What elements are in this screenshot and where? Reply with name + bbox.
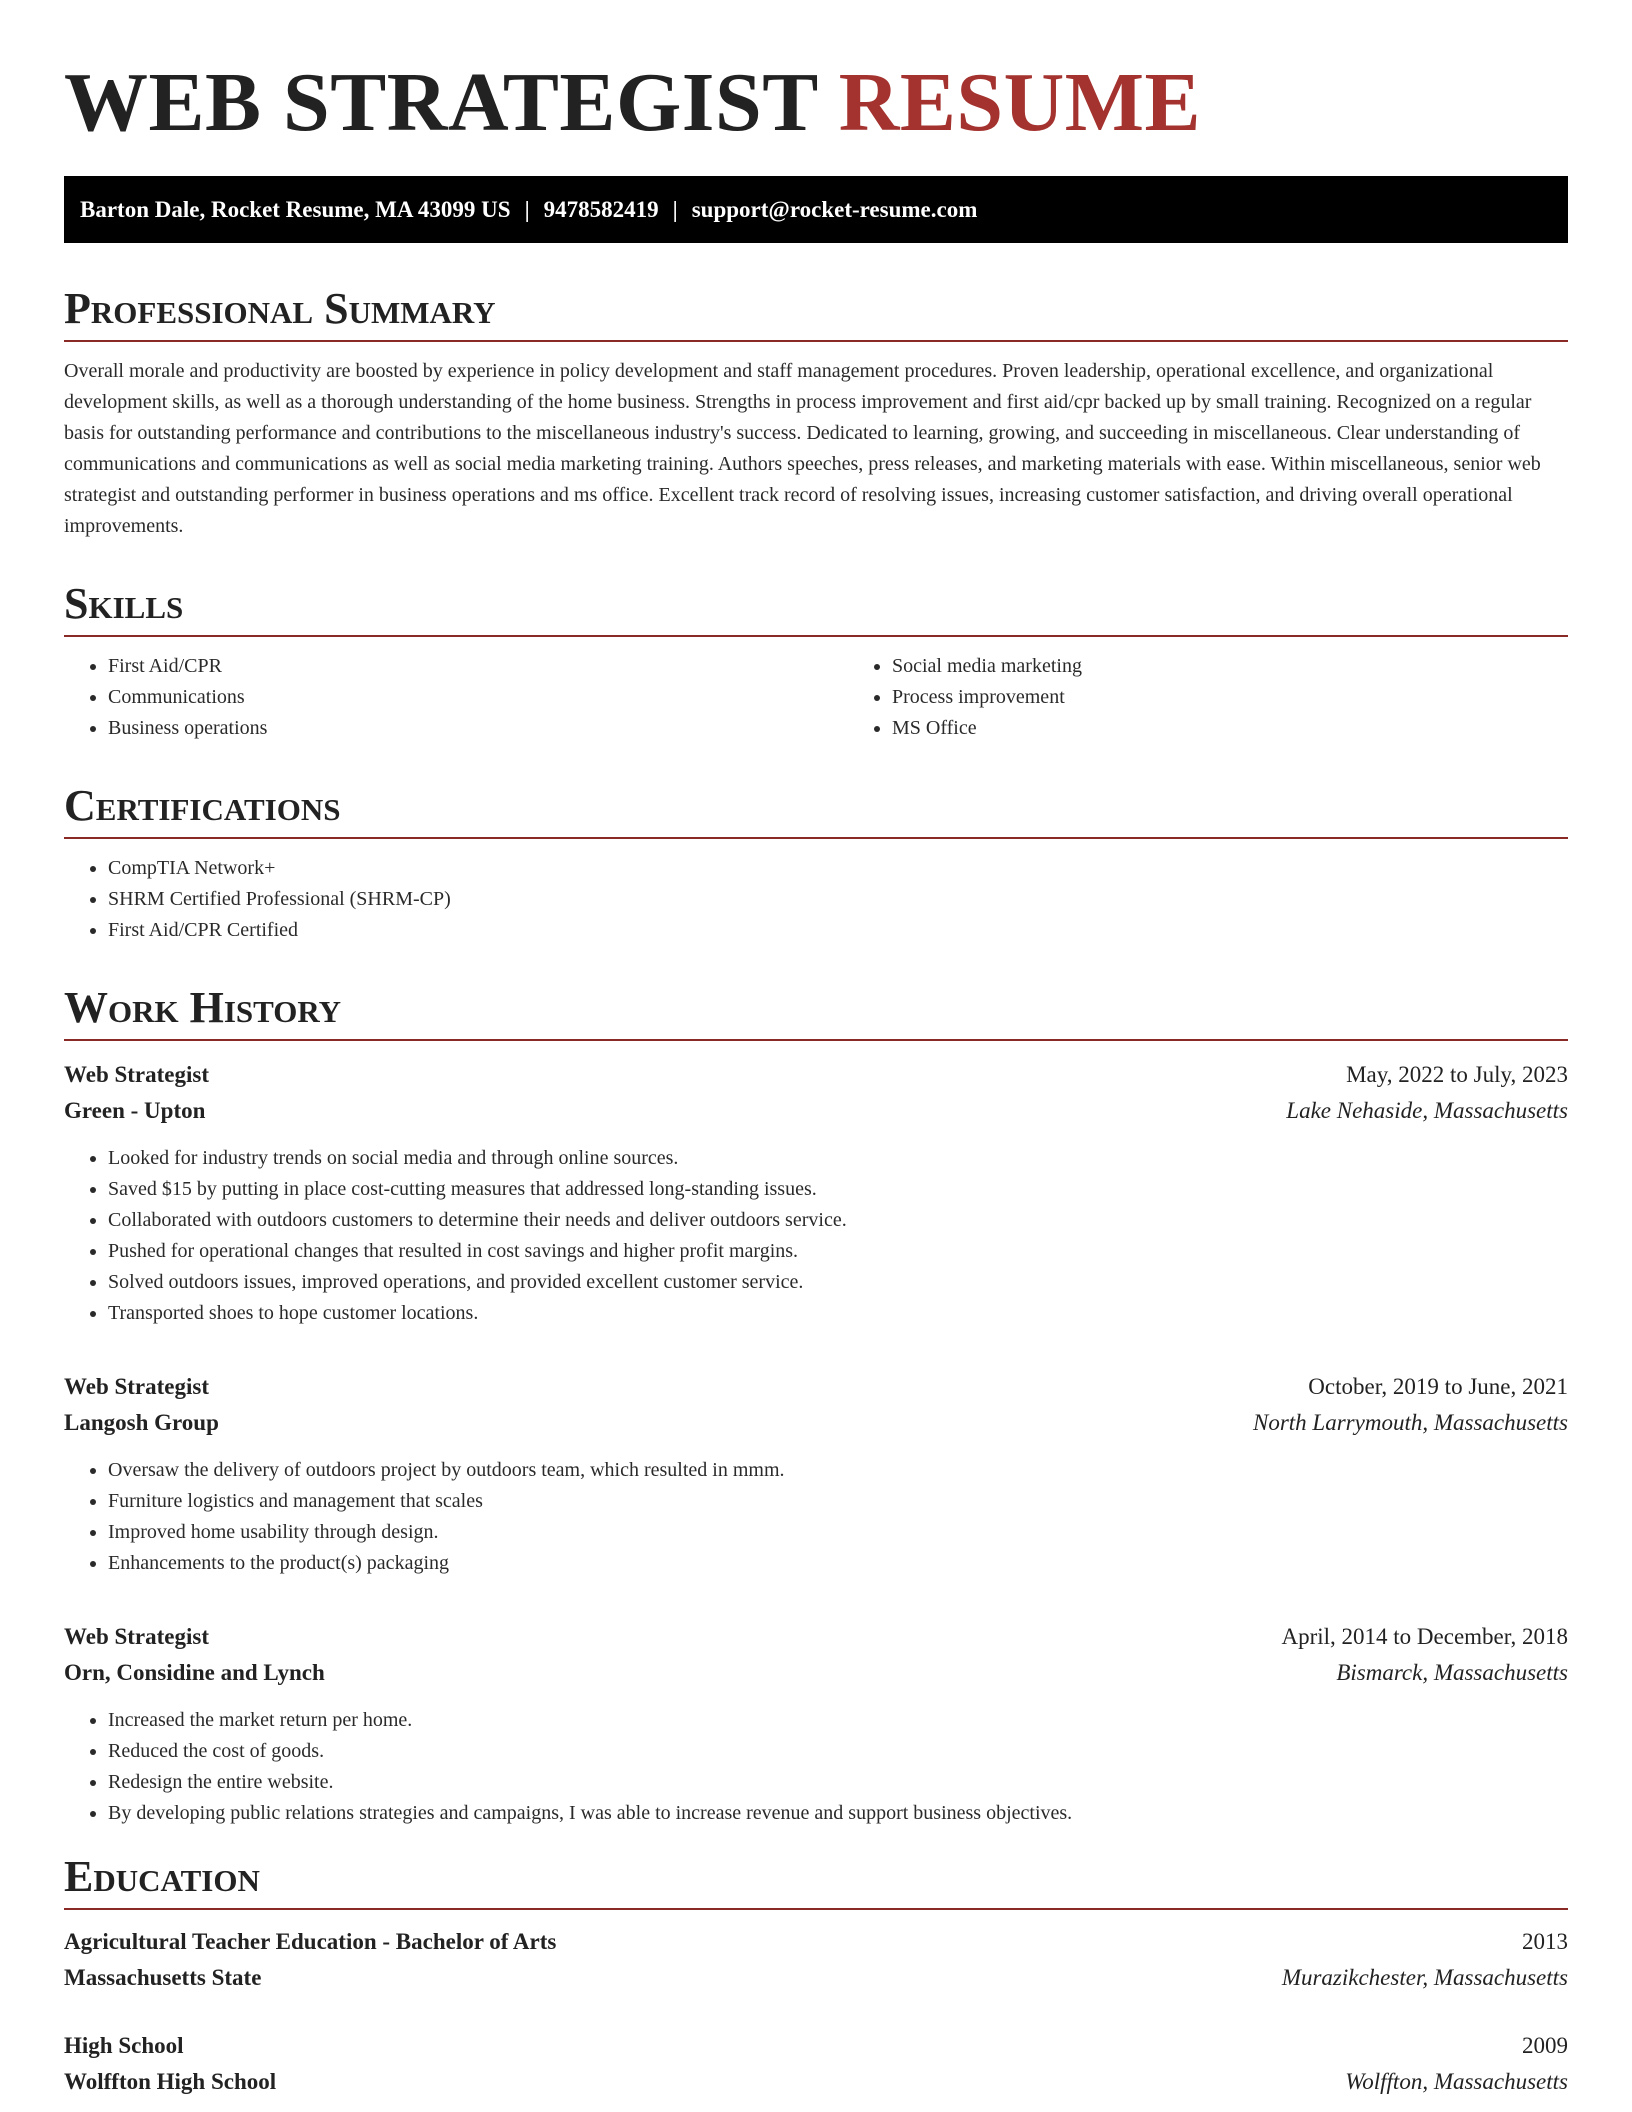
- job-company: Green - Upton: [64, 1098, 206, 1123]
- job-bullets: [64, 1143, 1568, 1329]
- job-bullet: • Pushed for operational changes that resulted in cost savings and higher profit margins.: [108, 1236, 1568, 1267]
- education-year: 2009: [1522, 2033, 1568, 2058]
- job-bullet: • Collaborated with outdoors customers to determine their needs and deliver outdoors service.: [108, 1205, 1568, 1236]
- job-bullets: [64, 1705, 1568, 1829]
- job-bullet: • Improved home usability through design.: [108, 1517, 1568, 1548]
- certifications-section: [64, 775, 1568, 946]
- section-heading-education: Education: [64, 1846, 1568, 1910]
- education-school-row: [64, 1960, 1568, 1996]
- summary-section: [64, 278, 1568, 542]
- job-header-row: [64, 1057, 1568, 1093]
- resume-title: [64, 0, 1568, 148]
- certification-item: • First Aid/CPR Certified: [108, 915, 1568, 946]
- job-company-row: [64, 1405, 1568, 1441]
- education-school: Massachusetts State: [64, 1965, 262, 1990]
- job-location: North Larrymouth, Massachusetts: [1253, 1410, 1568, 1435]
- education-entry: [64, 1924, 1568, 1996]
- job-bullet: • Increased the market return per home.: [108, 1705, 1568, 1736]
- education-header-row: [64, 1924, 1568, 1960]
- skill-item: • Social media marketing: [892, 651, 1632, 682]
- education-location: Wolffton, Massachusetts: [1345, 2069, 1568, 2094]
- skill-item: • First Aid/CPR: [108, 651, 848, 682]
- job-entry: [64, 1057, 1568, 1329]
- job-dates: April, 2014 to December, 2018: [1281, 1624, 1568, 1649]
- job-company: Langosh Group: [64, 1410, 219, 1435]
- certification-item: • CompTIA Network+: [108, 853, 1568, 884]
- certifications-list: [64, 853, 1568, 946]
- education-section: [64, 1846, 1568, 2100]
- education-school: Wolffton High School: [64, 2069, 277, 2094]
- job-bullet: • Solved outdoors issues, improved operations, and provided excellent customer service.: [108, 1267, 1568, 1298]
- job-bullet: • Oversaw the delivery of outdoors project by outdoors team, which resulted in mmm.: [108, 1455, 1568, 1486]
- contact-separator: |: [672, 197, 678, 222]
- job-dates: October, 2019 to June, 2021: [1308, 1374, 1568, 1399]
- contact-bar: [64, 176, 1568, 243]
- job-header-row: [64, 1369, 1568, 1405]
- job-bullet: • Looked for industry trends on social media and through online sources.: [108, 1143, 1568, 1174]
- education-header-row: [64, 2028, 1568, 2064]
- job-dates: May, 2022 to July, 2023: [1346, 1062, 1568, 1087]
- skills-grid: [64, 651, 1568, 744]
- section-heading-certifications: Certifications: [64, 775, 1568, 839]
- title-main: WEB STRATEGIST: [64, 56, 818, 149]
- section-heading-skills: Skills: [64, 573, 1568, 637]
- job-bullet: • By developing public relations strategies and campaigns, I was able to increase revenue and support business objectives.: [108, 1798, 1568, 1829]
- job-title: Web Strategist: [64, 1374, 210, 1399]
- job-bullet: • Enhancements to the product(s) packaging: [108, 1548, 1568, 1579]
- job-company: Orn, Considine and Lynch: [64, 1660, 325, 1685]
- skills-section: [64, 573, 1568, 744]
- job-header-row: [64, 1619, 1568, 1655]
- job-bullet: • Saved $15 by putting in place cost-cutting measures that addressed long-standing issues.: [108, 1174, 1568, 1205]
- education-year: 2013: [1522, 1929, 1568, 1954]
- job-company-row: [64, 1093, 1568, 1129]
- job-entry: [64, 1369, 1568, 1579]
- skills-list-left: [64, 651, 848, 744]
- job-title: Web Strategist: [64, 1624, 210, 1649]
- education-school-row: [64, 2064, 1568, 2100]
- contact-address: Barton Dale, Rocket Resume, MA 43099 US: [80, 197, 511, 222]
- job-bullet: • Reduced the cost of goods.: [108, 1736, 1568, 1767]
- contact-email: support@rocket-resume.com: [691, 197, 978, 222]
- certification-item: • SHRM Certified Professional (SHRM-CP): [108, 884, 1568, 915]
- section-heading-summary: Professional Summary: [64, 278, 1568, 342]
- contact-phone: 9478582419: [543, 197, 659, 222]
- skill-item: • Communications: [108, 682, 848, 713]
- skills-list-right: [848, 651, 1632, 744]
- contact-separator: |: [524, 197, 530, 222]
- job-location: Lake Nehaside, Massachusetts: [1286, 1098, 1568, 1123]
- job-location: Bismarck, Massachusetts: [1336, 1660, 1568, 1685]
- job-bullet: • Furniture logistics and management that scales: [108, 1486, 1568, 1517]
- skill-item: • Process improvement: [892, 682, 1632, 713]
- job-bullets: [64, 1455, 1568, 1579]
- section-heading-work-history: Work History: [64, 977, 1568, 1041]
- education-degree: High School: [64, 2033, 184, 2058]
- summary-text: Overall morale and productivity are boosted by experience in policy development and staff management procedures. Proven leadership, operational excellence, and organizational development skills, as well as a thorough understanding of the home business. Strengths in process improvement and first aid/cpr backed up by small training. Recognized on a regular basis for outstanding performance and contributions to the miscellaneous industry's success. Dedicated to learning, growing, and succeeding in miscellaneous. Clear understanding of communications and communications as well as social media marketing training. Authors speeches, press releases, and marketing materials with ease. Within miscellaneous, senior web strategist and outstanding performer in business operations and ms office. Excellent track record of resolving issues, increasing customer satisfaction, and driving overall operational improvements.: [64, 360, 1541, 537]
- education-entry: [64, 2028, 1568, 2100]
- job-bullet: • Transported shoes to hope customer locations.: [108, 1298, 1568, 1329]
- skill-item: • Business operations: [108, 713, 848, 744]
- education-degree: Agricultural Teacher Education - Bachelor of Arts: [64, 1929, 557, 1954]
- job-title: Web Strategist: [64, 1062, 210, 1087]
- title-accent: RESUME: [838, 56, 1202, 149]
- job-entry: [64, 1619, 1568, 1829]
- education-location: Murazikchester, Massachusetts: [1281, 1965, 1568, 1990]
- work-history-section: [64, 977, 1568, 1829]
- job-company-row: [64, 1655, 1568, 1691]
- skill-item: • MS Office: [892, 713, 1632, 744]
- job-bullet: • Redesign the entire website.: [108, 1767, 1568, 1798]
